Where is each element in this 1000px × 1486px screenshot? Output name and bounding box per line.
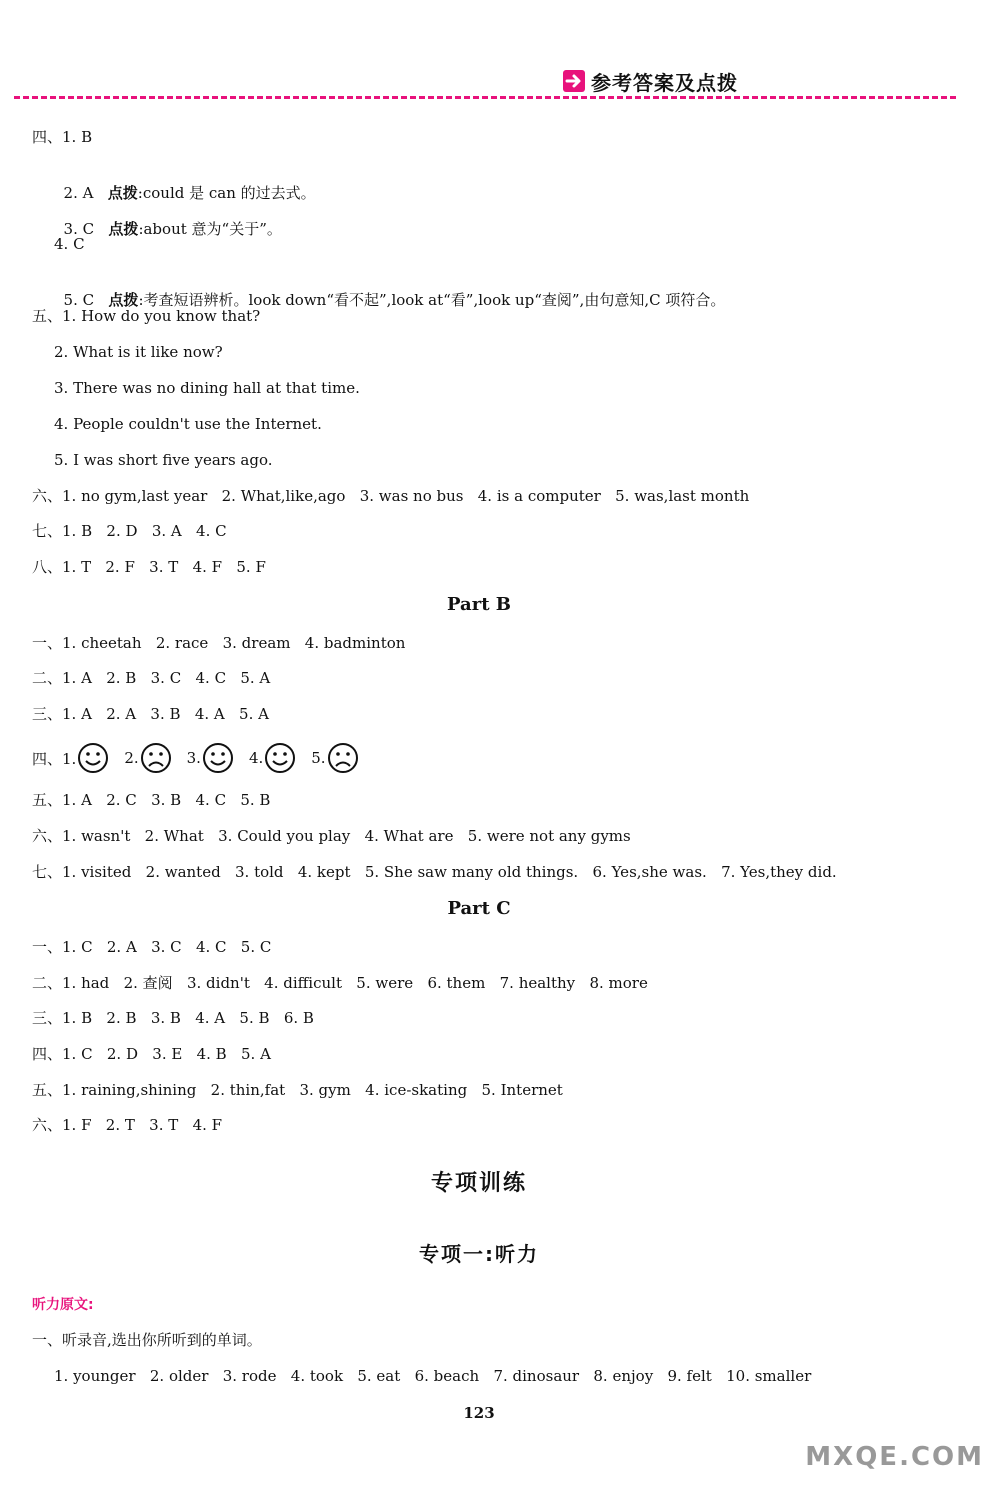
answer-line: 3. C 点拨:about 意为“关于”。 bbox=[63, 220, 282, 238]
answer-line: 四、1. C 2. D 3. E 4. B 5. A bbox=[32, 1045, 271, 1063]
answer-line: 2. A 点拨:could 是 can 的过去式。 bbox=[63, 184, 316, 202]
happy-face-icon bbox=[201, 741, 235, 775]
answer-line: 三、1. B 2. B 3. B 4. A 5. B 6. B bbox=[32, 1009, 314, 1027]
answer-line: 六、1. F 2. T 3. T 4. F bbox=[32, 1116, 223, 1134]
face-answer-row bbox=[32, 741, 360, 775]
answer-line: 3. There was no dining hall at that time. bbox=[54, 379, 360, 397]
sad-face-icon bbox=[139, 741, 173, 775]
answer-line: 5. I was short five years ago. bbox=[54, 451, 273, 469]
answer-line: 4. C bbox=[54, 235, 85, 253]
sad-face-icon bbox=[326, 741, 360, 775]
answer-line: 二、1. A 2. B 3. C 4. C 5. A bbox=[32, 669, 271, 687]
header-title: 参考答案及点拨 bbox=[591, 70, 738, 95]
answer-line: 三、1. A 2. A 3. B 4. A 5. A bbox=[32, 705, 269, 723]
answer-line: 一、1. C 2. A 3. C 4. C 5. C bbox=[32, 938, 272, 956]
answer-line: 六、1. wasn't 2. What 3. Could you play 4. What are 5. were not any gyms bbox=[32, 827, 631, 845]
watermark: MXQE.COM bbox=[805, 1442, 984, 1472]
header-divider bbox=[14, 96, 956, 99]
listening-label: 听力原文: bbox=[32, 1297, 94, 1313]
part-c-title: Part C bbox=[447, 898, 511, 919]
answer-line: 五、1. How do you know that? bbox=[32, 307, 261, 325]
section-title: 专项训练 bbox=[430, 1171, 527, 1196]
answer-line: 4. People couldn't use the Internet. bbox=[54, 415, 322, 433]
answer-line: 七、1. B 2. D 3. A 4. C bbox=[32, 522, 227, 540]
answer-line: 1. younger 2. older 3. rode 4. took 5. eat 6. beach 7. dinosaur 8. enjoy 9. felt 10. smaller bbox=[54, 1367, 812, 1385]
part-b-title: Part B bbox=[447, 594, 511, 615]
happy-face-icon bbox=[263, 741, 297, 775]
answer-line: 五、1. raining,shining 2. thin,fat 3. gym 4. ice-skating 5. Internet bbox=[32, 1081, 563, 1099]
answer-line: 七、1. visited 2. wanted 3. told 4. kept 5. She saw many old things. 6. Yes,she was. 7. Yes,they did. bbox=[32, 863, 837, 881]
answer-line: 二、1. had 2. 查阅 3. didn't 4. difficult 5. were 6. them 7. healthy 8. more bbox=[32, 974, 648, 992]
face-item: 3. bbox=[187, 741, 235, 775]
answer-line: 八、1. T 2. F 3. T 4. F 5. F bbox=[32, 558, 266, 576]
page-header bbox=[563, 66, 738, 96]
answer-line: 五、1. A 2. C 3. B 4. C 5. B bbox=[32, 791, 271, 809]
face-item: 2. bbox=[124, 741, 172, 775]
answer-line: 5. C 点拨:考查短语辨析。look down“看不起”,look at“看”,look up“查阅”,由句意知,C 项符合。 bbox=[63, 291, 726, 309]
section-subtitle: 专项一:听力 bbox=[419, 1242, 539, 1266]
face-item: 5. bbox=[311, 741, 359, 775]
question-line: 一、听录音,选出你所听到的单词。 bbox=[32, 1331, 262, 1349]
face-item bbox=[76, 741, 110, 775]
page-number: 123 bbox=[463, 1404, 495, 1422]
face-item: 4. bbox=[249, 741, 297, 775]
face-row-prefix: 四、1. bbox=[32, 749, 77, 768]
answer-line: 四、1. B bbox=[32, 128, 93, 146]
right-arrow-icon bbox=[563, 70, 585, 92]
answer-line: 2. What is it like now? bbox=[54, 343, 223, 361]
answer-line: 六、1. no gym,last year 2. What,like,ago 3. was no bus 4. is a computer 5. was,last month bbox=[32, 487, 750, 505]
answer-line: 一、1. cheetah 2. race 3. dream 4. badminton bbox=[32, 634, 406, 652]
happy-face-icon bbox=[76, 741, 110, 775]
